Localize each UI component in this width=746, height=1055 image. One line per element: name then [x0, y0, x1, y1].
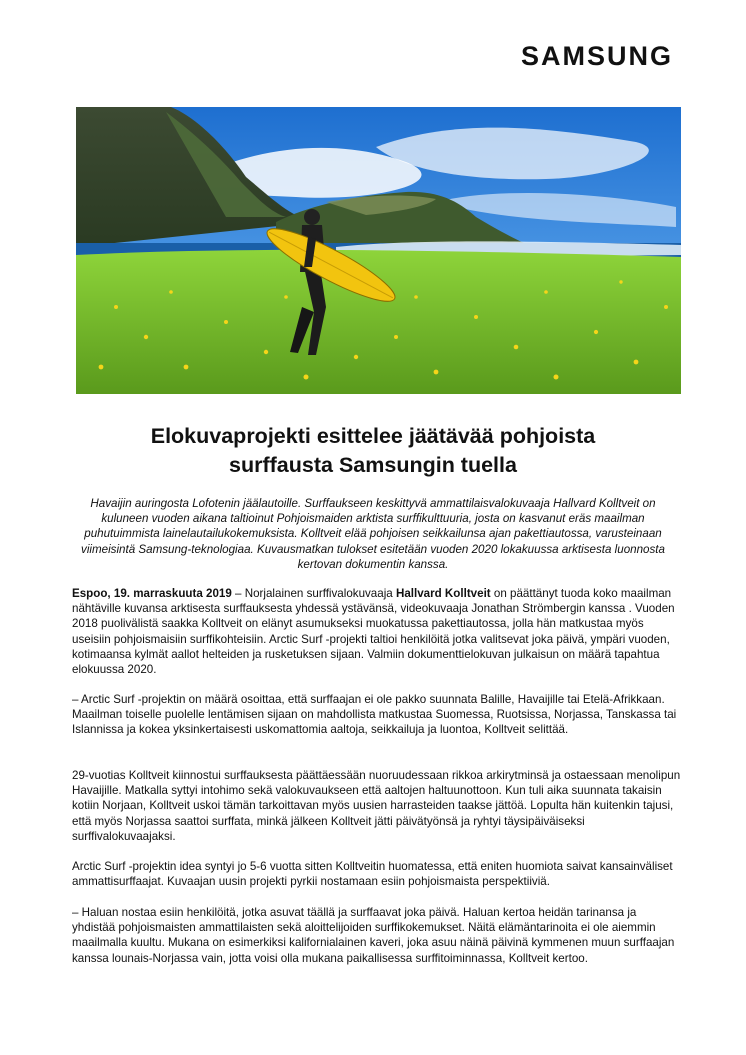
paragraph-1-text-a: – Norjalainen surffivalokuvaaja — [231, 587, 396, 600]
meadow — [76, 250, 681, 394]
paragraph-1-text-b: on päättänyt tuoda koko maailman nähtäville kuvansa arktisesta surffauksesta yhdessä ystävänsä, videokuvaaja Jonathan Strömbergin kanssa . Vuoden 2018 puolivälistä saakka Kolltveit on elänyt asumukseksi muokatussa pakettiautossa, jolla hän matkustaa myös useisiin pohjoismaisiin surffikohteisiin. Arctic Surf -projekti taltioi henkilöitä jotka valitsevat joka päivä, ympäri vuoden, kotimaansa kylmät aallot helteiden ja rusketuksen sijaan. Valmiin dokumenttielokuvan julkaisun on määrä tapahtua elokuussa 2020. — [72, 587, 675, 677]
logo-text: SAMSUNG — [520, 41, 674, 71]
dateline: Espoo, 19. marraskuuta 2019 — [72, 587, 232, 600]
paragraph-2: – Arctic Surf -projektin on määrä osoittaa, että surffaajan ei ole pakko suunnata Balille, Havaijille tai Etelä-Afrikkaan. Maailman toiselle puolelle lentämisen sijaan on mahdollista matkustaa Suomessa, Ruotsissa, Norjassa, Tanskassa tai Islannissa ja kokea yksinkertaisesti uskomattomia aaltoja, seikkailuja ja luontoa, Kolltveit selittää. — [72, 693, 677, 737]
lead-paragraph: Havaijin auringosta Lofotenin jäälautoille. Surffaukseen keskittyvä ammattilaisvalokuvaaja Hallvard Kolltveit on kuluneen vuoden aikana taltioinut Pohjoismaiden arktista surffikulttuuria, josta on kasvanut eräs maailman puhutuimmista lainelautailukokemuksista. Kolltveit elää pohjoisen seikkailunsa ajan pakettiautossa, varusteinaan viimeisintä Samsung-teknologiaa. Kuvausmatkan tulokset esitetään vuoden 2020 lokakuussa arktisesta luonnosta kertovan dokumentin kanssa. — [81, 497, 665, 571]
article-title — [60, 422, 686, 480]
paragraph-3: 29-vuotias Kolltveit kiinnostui surffauksesta päättäessään nuoruudessaan rikkoa arkirytminsä ja ostaessaan menolipun Havaijille. Matkalla syttyi intohimo sekä valokuvaukseen että aaltojen haltuunottoon. Kun tuli aika suunnata takaisin kotiin Norjaan, Kolltveit uskoi tämän tarkoittavan myös uusien harrasteiden taakse jättöä. Lopulta hän kuitenkin tajusi, että myös Norjassa saattoi surffata, minkä jälkeen Kolltveit jätti päivätyönsä ja ryhtyi täysipäiväiseksi surffivalokuvaajaksi. — [72, 769, 681, 843]
paragraph-5: – Haluan nostaa esiin henkilöitä, jotka asuvat täällä ja surffaavat joka päivä. Haluan kertoa heidän tarinansa ja yhdistää pohjoismaisten ammattilaisten sekä aloittelijoiden surffikokemukset. Näitä elämäntarinoita ei ole aiemmin maailmalla kuultu. Mukana on esimerkiksi kalifornialainen kaveri, joka asuu näinä päivinä kymmenen muun surffaajan kanssa lounais-Norjassa vain, jotta voisi olla mukana paikallisessa surffitoiminnassa, Kolltveit kertoo. — [72, 906, 675, 965]
title-line-2: surffausta Samsungin tuella — [229, 453, 517, 477]
samsung-logo — [512, 38, 682, 72]
title-line-1: Elokuvaprojekti esittelee jäätävää pohjoista — [150, 424, 596, 448]
paragraph-1 — [72, 586, 682, 677]
photographer-name: Hallvard Kolltveit — [395, 587, 491, 600]
paragraph-4: Arctic Surf -projektin idea syntyi jo 5-6 vuotta sitten Kolltveitin huomatessa, että eniten huomiota saivat kansainväliset ammattisurffaajat. Kuvaajan uusin projekti pyrkii nostamaan esiin pohjoismaista perspektiiviä. — [72, 860, 673, 889]
hero-photo — [76, 107, 681, 394]
